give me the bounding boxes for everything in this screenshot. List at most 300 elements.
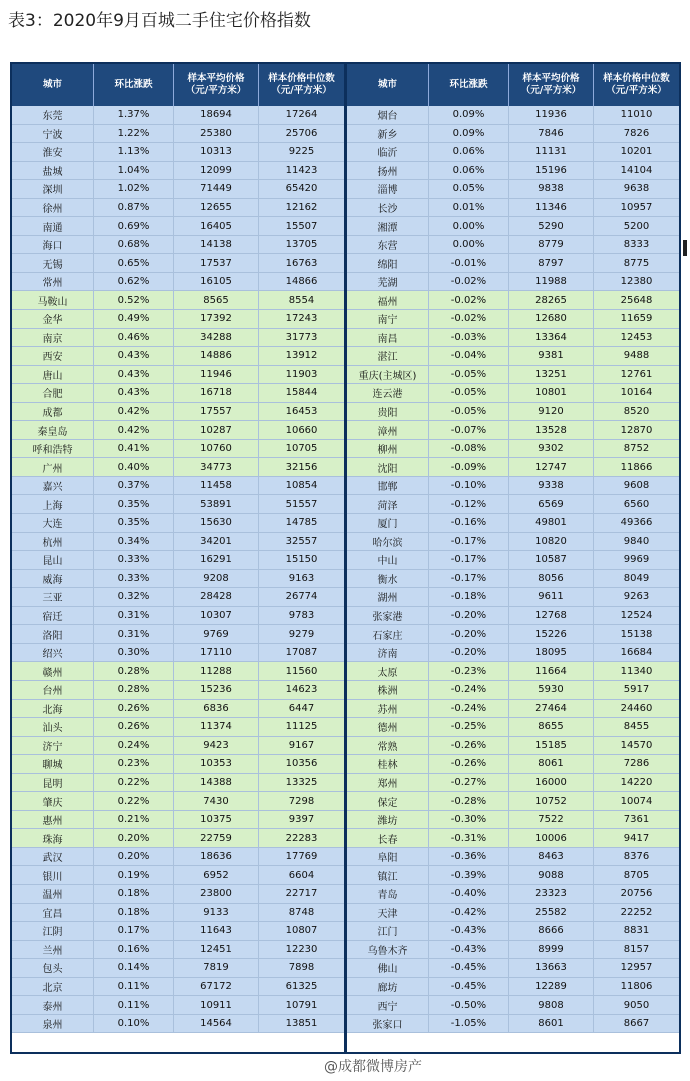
cell-avg-price: 12451 — [174, 941, 259, 959]
table-row — [347, 588, 679, 607]
header-city: 城市 — [12, 64, 94, 106]
table-row — [347, 625, 679, 644]
cell-change: -0.26% — [429, 737, 509, 755]
table-row — [347, 959, 679, 978]
table-row — [347, 421, 679, 440]
cell-avg-price: 8666 — [509, 922, 594, 940]
cell-city: 唐山 — [12, 366, 94, 384]
table-row — [12, 570, 344, 589]
cell-median-price: 10660 — [285, 424, 318, 436]
cell-city: 新乡 — [347, 125, 429, 143]
cell-avg-price: 15236 — [174, 681, 259, 699]
table-right-half — [347, 64, 679, 1052]
table-row — [347, 885, 679, 904]
cell-avg-price: 5930 — [509, 681, 594, 699]
table-row — [347, 143, 679, 162]
cell-avg-price: 8779 — [509, 236, 594, 254]
cell-median-price: 15150 — [285, 554, 318, 566]
cell-change: 0.28% — [94, 681, 174, 699]
cell-median-price: 7826 — [623, 127, 650, 139]
table-row — [347, 180, 679, 199]
cell-change: -0.03% — [429, 329, 509, 347]
cell-city: 东莞 — [12, 106, 94, 124]
table-row — [347, 792, 679, 811]
table-row — [347, 848, 679, 867]
cell-change: 0.65% — [94, 254, 174, 272]
cell-city: 绍兴 — [12, 644, 94, 662]
cell-avg-price: 13528 — [509, 421, 594, 439]
cell-change: 0.09% — [429, 125, 509, 143]
cell-change: -0.18% — [429, 588, 509, 606]
cell-city: 聊城 — [12, 755, 94, 773]
cell-avg-price: 22759 — [174, 829, 259, 847]
cell-avg-price: 13251 — [509, 366, 594, 384]
cell-change: 0.17% — [94, 922, 174, 940]
cell-median-price: 6447 — [288, 702, 315, 714]
table-row — [347, 217, 679, 236]
cell-city: 柳州 — [347, 440, 429, 458]
cell-city: 石家庄 — [347, 625, 429, 643]
cell-avg-price: 9423 — [174, 737, 259, 755]
cell-city: 包头 — [12, 959, 94, 977]
cell-avg-price: 16105 — [174, 273, 259, 291]
cell-city: 杭州 — [12, 533, 94, 551]
cell-change: 0.35% — [94, 514, 174, 532]
cell-city: 西安 — [12, 347, 94, 365]
cell-median-price: 10356 — [285, 758, 318, 770]
cell-median-price: 9050 — [623, 999, 650, 1011]
cell-city: 北京 — [12, 978, 94, 996]
cell-avg-price: 10760 — [174, 440, 259, 458]
cell-city: 保定 — [347, 792, 429, 810]
cell-median-price: 9417 — [623, 832, 650, 844]
cell-city: 东营 — [347, 236, 429, 254]
cell-avg-price: 12768 — [509, 607, 594, 625]
table-row — [347, 384, 679, 403]
table-row — [12, 737, 344, 756]
cell-median-price: 8520 — [623, 406, 650, 418]
cell-median-price: 16684 — [620, 647, 653, 659]
cell-change: 0.18% — [94, 904, 174, 922]
cell-median-price: 14220 — [620, 776, 653, 788]
table-row — [12, 495, 344, 514]
cell-change: 0.33% — [94, 551, 174, 569]
cell-change: -0.20% — [429, 644, 509, 662]
cell-change: -0.42% — [429, 904, 509, 922]
cell-change: 0.10% — [94, 1015, 174, 1033]
cell-avg-price: 17110 — [174, 644, 259, 662]
cell-city: 海口 — [12, 236, 94, 254]
cell-avg-price: 13364 — [509, 329, 594, 347]
cell-change: 0.11% — [94, 978, 174, 996]
table-row — [12, 792, 344, 811]
cell-city: 重庆(主城区) — [347, 366, 429, 384]
table-row — [347, 755, 679, 774]
cell-avg-price: 8056 — [509, 570, 594, 588]
cell-change: -0.17% — [429, 533, 509, 551]
cell-city: 湘潭 — [347, 217, 429, 235]
cell-avg-price: 28428 — [174, 588, 259, 606]
header-city: 城市 — [347, 64, 429, 106]
table-row — [12, 477, 344, 496]
cell-median-price: 22717 — [285, 888, 318, 900]
cell-avg-price: 9381 — [509, 347, 594, 365]
cell-change: 0.19% — [94, 866, 174, 884]
cell-avg-price: 17557 — [174, 403, 259, 421]
cell-city: 洛阳 — [12, 625, 94, 643]
cell-median-price: 10854 — [285, 480, 318, 492]
cell-change: 0.11% — [94, 996, 174, 1014]
cell-avg-price: 10587 — [509, 551, 594, 569]
cell-city: 扬州 — [347, 162, 429, 180]
cell-median-price: 8376 — [623, 851, 650, 863]
cell-median-price: 13325 — [285, 776, 318, 788]
cell-avg-price: 9133 — [174, 904, 259, 922]
cell-change: 0.05% — [429, 180, 509, 198]
cell-median-price: 9263 — [623, 591, 650, 603]
cell-city: 温州 — [12, 885, 94, 903]
cell-median-price: 9608 — [623, 480, 650, 492]
cell-median-price: 5917 — [623, 684, 650, 696]
table-row — [347, 570, 679, 589]
cell-city: 兰州 — [12, 941, 94, 959]
cell-city: 北海 — [12, 700, 94, 718]
cell-city: 昆明 — [12, 774, 94, 792]
cell-median-price: 14785 — [285, 517, 318, 529]
cell-city: 烟台 — [347, 106, 429, 124]
cell-city: 成都 — [12, 403, 94, 421]
header-avg-price: 样本平均价格 （元/平方米） — [174, 64, 259, 106]
cell-change: -0.45% — [429, 978, 509, 996]
cell-avg-price: 16291 — [174, 551, 259, 569]
cell-avg-price: 10287 — [174, 421, 259, 439]
cell-city: 淮安 — [12, 143, 94, 161]
cell-change: 0.34% — [94, 533, 174, 551]
cell-median-price: 7298 — [288, 795, 315, 807]
cell-avg-price: 10820 — [509, 533, 594, 551]
cell-median-price: 15507 — [285, 220, 318, 232]
cell-city: 徐州 — [12, 199, 94, 217]
cell-median-price: 7898 — [288, 962, 315, 974]
table-row — [347, 866, 679, 885]
table-row — [12, 644, 344, 663]
cell-median-price: 9488 — [623, 350, 650, 362]
cell-change: -0.02% — [429, 310, 509, 328]
cell-avg-price: 53891 — [174, 495, 259, 513]
cell-change: -0.02% — [429, 273, 509, 291]
cell-median-price: 11340 — [620, 665, 653, 677]
cell-median-price: 6560 — [623, 498, 650, 510]
cell-change: 0.37% — [94, 477, 174, 495]
cell-avg-price: 12655 — [174, 199, 259, 217]
cell-change: 0.01% — [429, 199, 509, 217]
cell-avg-price: 12099 — [174, 162, 259, 180]
table-row — [347, 607, 679, 626]
cell-change: -0.12% — [429, 495, 509, 513]
cell-change: -0.45% — [429, 959, 509, 977]
cell-city: 威海 — [12, 570, 94, 588]
cell-city: 福州 — [347, 291, 429, 309]
cell-avg-price: 18636 — [174, 848, 259, 866]
header-median-price: 样本价格中位数 （元/平方米） — [268, 73, 335, 96]
cell-city: 嘉兴 — [12, 477, 94, 495]
cell-median-price: 11903 — [285, 368, 318, 380]
table-row — [347, 291, 679, 310]
cell-change: 0.69% — [94, 217, 174, 235]
cell-avg-price: 10313 — [174, 143, 259, 161]
table-row — [347, 737, 679, 756]
table-row — [12, 217, 344, 236]
cell-change: 0.41% — [94, 440, 174, 458]
cell-change: -0.17% — [429, 570, 509, 588]
cell-city: 贵阳 — [347, 403, 429, 421]
cell-avg-price: 18095 — [509, 644, 594, 662]
cell-median-price: 8554 — [288, 294, 315, 306]
table-row — [12, 440, 344, 459]
cell-median-price: 8752 — [623, 443, 650, 455]
cell-change: 0.43% — [94, 347, 174, 365]
cell-change: -0.08% — [429, 440, 509, 458]
cell-avg-price: 9838 — [509, 180, 594, 198]
cell-median-price: 17087 — [285, 647, 318, 659]
cell-change: -0.05% — [429, 403, 509, 421]
edge-marker — [683, 240, 687, 256]
cell-change: 0.32% — [94, 588, 174, 606]
cell-median-price: 49366 — [620, 517, 653, 529]
table-row — [347, 922, 679, 941]
cell-city: 阜阳 — [347, 848, 429, 866]
table-header — [12, 64, 344, 106]
cell-median-price: 9840 — [623, 535, 650, 547]
table-row — [347, 533, 679, 552]
table-row — [12, 607, 344, 626]
cell-median-price: 9397 — [288, 814, 315, 826]
cell-median-price: 13851 — [285, 1018, 318, 1030]
cell-median-price: 8705 — [623, 869, 650, 881]
cell-median-price: 12957 — [620, 962, 653, 974]
cell-city: 合肥 — [12, 384, 94, 402]
cell-avg-price: 15630 — [174, 514, 259, 532]
cell-median-price: 8333 — [623, 239, 650, 251]
cell-change: -0.17% — [429, 551, 509, 569]
cell-change: -0.05% — [429, 384, 509, 402]
table-row — [12, 996, 344, 1015]
cell-median-price: 11866 — [620, 461, 653, 473]
cell-median-price: 25706 — [285, 127, 318, 139]
cell-median-price: 6604 — [288, 869, 315, 881]
cell-avg-price: 10375 — [174, 811, 259, 829]
cell-avg-price: 16000 — [509, 774, 594, 792]
cell-change: 0.16% — [94, 941, 174, 959]
cell-median-price: 14866 — [285, 276, 318, 288]
cell-city: 湛江 — [347, 347, 429, 365]
table-row — [347, 681, 679, 700]
cell-median-price: 8157 — [623, 943, 650, 955]
cell-city: 宁波 — [12, 125, 94, 143]
cell-avg-price: 8601 — [509, 1015, 594, 1033]
cell-avg-price: 6952 — [174, 866, 259, 884]
cell-median-price: 12230 — [285, 943, 318, 955]
header-avg-price: 样本平均价格 （元/平方米） — [509, 64, 594, 106]
header-change: 环比涨跌 — [94, 64, 174, 106]
cell-median-price: 16763 — [285, 257, 318, 269]
table-row — [12, 755, 344, 774]
cell-change: -0.39% — [429, 866, 509, 884]
cell-avg-price: 12747 — [509, 458, 594, 476]
cell-city: 郑州 — [347, 774, 429, 792]
cell-avg-price: 23323 — [509, 885, 594, 903]
cell-avg-price: 14138 — [174, 236, 259, 254]
cell-avg-price: 13663 — [509, 959, 594, 977]
cell-city: 衡水 — [347, 570, 429, 588]
cell-avg-price: 11988 — [509, 273, 594, 291]
cell-change: -0.27% — [429, 774, 509, 792]
cell-avg-price: 11643 — [174, 922, 259, 940]
cell-change: 0.21% — [94, 811, 174, 829]
table-row — [12, 458, 344, 477]
cell-avg-price: 6569 — [509, 495, 594, 513]
cell-avg-price: 18694 — [174, 106, 259, 124]
cell-avg-price: 9088 — [509, 866, 594, 884]
table-row — [347, 996, 679, 1015]
cell-change: -0.25% — [429, 718, 509, 736]
cell-change: 0.22% — [94, 792, 174, 810]
table-row — [347, 347, 679, 366]
cell-change: -0.05% — [429, 366, 509, 384]
cell-avg-price: 14388 — [174, 774, 259, 792]
table-row — [347, 310, 679, 329]
cell-avg-price: 11936 — [509, 106, 594, 124]
cell-change: 0.62% — [94, 273, 174, 291]
cell-avg-price: 7522 — [509, 811, 594, 829]
cell-city: 张家口 — [347, 1015, 429, 1033]
cell-change: -0.01% — [429, 254, 509, 272]
cell-city: 张家港 — [347, 607, 429, 625]
cell-city: 金华 — [12, 310, 94, 328]
cell-avg-price: 11458 — [174, 477, 259, 495]
cell-avg-price: 15196 — [509, 162, 594, 180]
cell-median-price: 7286 — [623, 758, 650, 770]
cell-city: 济宁 — [12, 737, 94, 755]
cell-change: 0.43% — [94, 366, 174, 384]
cell-median-price: 17243 — [285, 313, 318, 325]
cell-avg-price: 8655 — [509, 718, 594, 736]
cell-city: 连云港 — [347, 384, 429, 402]
cell-avg-price: 34773 — [174, 458, 259, 476]
cell-median-price: 26774 — [285, 591, 318, 603]
cell-city: 沈阳 — [347, 458, 429, 476]
cell-city: 菏泽 — [347, 495, 429, 513]
table-body-left — [12, 106, 344, 1033]
cell-change: -0.43% — [429, 941, 509, 959]
cell-avg-price: 12289 — [509, 978, 594, 996]
cell-avg-price: 25582 — [509, 904, 594, 922]
cell-median-price: 61325 — [285, 980, 318, 992]
cell-change: 0.35% — [94, 495, 174, 513]
table-row — [12, 700, 344, 719]
cell-avg-price: 7819 — [174, 959, 259, 977]
cell-median-price: 8831 — [623, 925, 650, 937]
cell-median-price: 8667 — [623, 1018, 650, 1030]
cell-avg-price: 11664 — [509, 662, 594, 680]
cell-median-price: 10705 — [285, 443, 318, 455]
cell-median-price: 11806 — [620, 980, 653, 992]
cell-avg-price: 9808 — [509, 996, 594, 1014]
cell-avg-price: 49801 — [509, 514, 594, 532]
cell-change: -0.36% — [429, 848, 509, 866]
cell-median-price: 24460 — [620, 702, 653, 714]
cell-change: -0.40% — [429, 885, 509, 903]
table-row — [12, 941, 344, 960]
table-row — [347, 978, 679, 997]
cell-avg-price: 9769 — [174, 625, 259, 643]
cell-avg-price: 7430 — [174, 792, 259, 810]
table-row — [347, 829, 679, 848]
cell-change: -0.43% — [429, 922, 509, 940]
cell-avg-price: 9208 — [174, 570, 259, 588]
cell-median-price: 9163 — [288, 572, 315, 584]
cell-city: 乌鲁木齐 — [347, 941, 429, 959]
cell-change: -0.10% — [429, 477, 509, 495]
cell-avg-price: 9120 — [509, 403, 594, 421]
cell-change: 0.22% — [94, 774, 174, 792]
cell-city: 廊坊 — [347, 978, 429, 996]
cell-avg-price: 11288 — [174, 662, 259, 680]
table-row — [12, 533, 344, 552]
cell-city: 西宁 — [347, 996, 429, 1014]
cell-avg-price: 16718 — [174, 384, 259, 402]
cell-change: -0.16% — [429, 514, 509, 532]
cell-city: 肇庆 — [12, 792, 94, 810]
cell-city: 武汉 — [12, 848, 94, 866]
cell-city: 青岛 — [347, 885, 429, 903]
table-row — [347, 718, 679, 737]
cell-city: 盐城 — [12, 162, 94, 180]
cell-avg-price: 14886 — [174, 347, 259, 365]
cell-change: -0.04% — [429, 347, 509, 365]
cell-change: 0.26% — [94, 718, 174, 736]
cell-change: 1.02% — [94, 180, 174, 198]
cell-median-price: 14104 — [620, 164, 653, 176]
cell-median-price: 31773 — [285, 331, 318, 343]
table-row — [12, 403, 344, 422]
cell-city: 苏州 — [347, 700, 429, 718]
cell-median-price: 5200 — [623, 220, 650, 232]
cell-median-price: 9969 — [623, 554, 650, 566]
cell-change: 0.24% — [94, 737, 174, 755]
cell-avg-price: 11374 — [174, 718, 259, 736]
cell-change: -0.28% — [429, 792, 509, 810]
cell-change: 0.20% — [94, 848, 174, 866]
cell-median-price: 15138 — [620, 628, 653, 640]
cell-median-price: 9638 — [623, 183, 650, 195]
cell-avg-price: 71449 — [174, 180, 259, 198]
table-row — [12, 366, 344, 385]
cell-avg-price: 8999 — [509, 941, 594, 959]
cell-avg-price: 28265 — [509, 291, 594, 309]
cell-avg-price: 67172 — [174, 978, 259, 996]
cell-change: -0.24% — [429, 700, 509, 718]
cell-city: 镇江 — [347, 866, 429, 884]
cell-median-price: 10164 — [620, 387, 653, 399]
table-row — [12, 162, 344, 181]
cell-change: 0.42% — [94, 421, 174, 439]
cell-city: 天津 — [347, 904, 429, 922]
cell-median-price: 10201 — [620, 146, 653, 158]
table-row — [12, 848, 344, 867]
table-row — [12, 180, 344, 199]
cell-city: 昆山 — [12, 551, 94, 569]
